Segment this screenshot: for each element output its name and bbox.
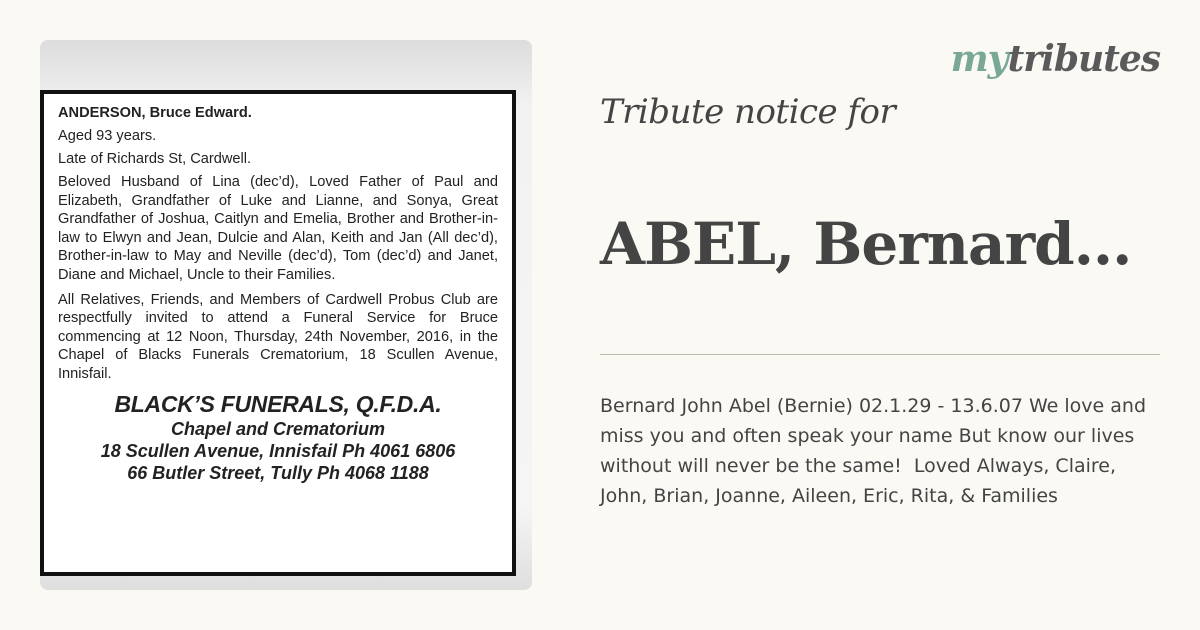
divider	[600, 354, 1160, 355]
notice-residence: Late of Richards St, Cardwell.	[58, 151, 252, 167]
notice-frame	[40, 90, 516, 576]
notice-invitation: All Relatives, Friends, and Members of Cardwell Probus Club are respectfully invited to attend a Funeral Service for Bruce commencing at 12 Noon, Thursday, 24th November, 2016, in the Chapel of Blacks Funerals Crematorium, 18 Scullen Avenue, Innisfail.	[58, 291, 498, 382]
tribute-heading: Tribute notice for	[600, 92, 896, 132]
notice-family: Beloved Husband of Lina (dec’d), Loved Father of Paul and Elizabeth, Grandfather of Luke and Lianne, and Sonya, Great Grandfather of Joshua, Caitlyn and Emelia, Brother and Brother-in-law to Elwyn and Jean, Dulcie and Alan, Keith and Jan (All dec’d), Brother-in-law to May and Neville (dec’d), Tom (dec’d) and Janet, Diane and Michael, Uncle to their Families.	[58, 174, 498, 283]
deceased-name: ABEL, Bernard...	[600, 210, 1132, 278]
notice-deceased-name: ANDERSON, Bruce Edward.	[58, 105, 252, 121]
notice-age: Aged 93 years.	[58, 128, 157, 144]
notice-image	[40, 40, 532, 590]
funeral-director-block	[58, 390, 498, 484]
logo-my: my	[950, 38, 1008, 80]
tribute-message: Bernard John Abel (Bernie) 02.1.29 - 13.6.07 We love and miss you and often speak your name But know our lives without will never be the same! Loved Always, Claire, John, Brian, Joanne, Aileen, Eric, Rita, & Families	[600, 395, 1153, 507]
logo-tributes: tributes	[1007, 38, 1160, 80]
funeral-director-line-2: 18 Scullen Avenue, Innisfail Ph 4061 6806	[100, 440, 456, 461]
funeral-director-line-3: 66 Butler Street, Tully Ph 4068 1188	[127, 462, 429, 483]
funeral-director-line-1: Chapel and Crematorium	[170, 418, 386, 439]
funeral-director-name: BLACK’S FUNERALS, Q.F.D.A.	[114, 390, 442, 417]
mytributes-logo[interactable]	[951, 38, 1160, 80]
